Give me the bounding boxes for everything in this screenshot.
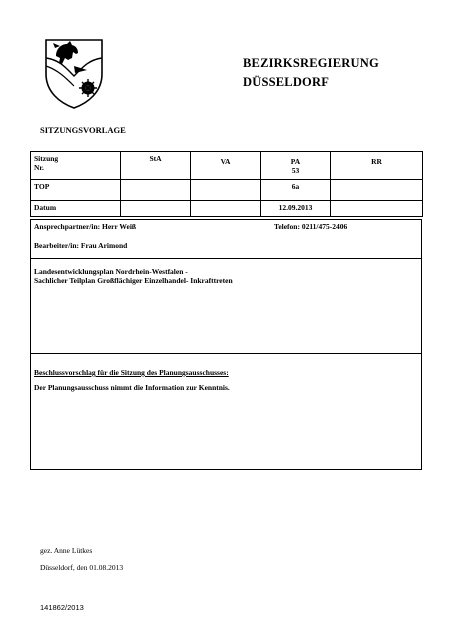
table-row <box>31 180 423 201</box>
signature: gez. Anne Lütkes <box>40 546 93 555</box>
empty-cell <box>191 201 261 217</box>
subject-box <box>30 258 422 354</box>
authority-line1: BEZIRKSREGIERUNG <box>243 56 379 70</box>
date-label: Datum <box>31 201 121 217</box>
session-label: Sitzung <box>34 154 59 163</box>
top-label: TOP <box>31 180 121 201</box>
sta-cell: StA <box>121 152 191 180</box>
resolution-box <box>30 353 422 470</box>
resolution-text: Der Planungsausschuss nimmt die Information zur Kenntnis. <box>34 383 230 392</box>
nrw-coat-of-arms-icon <box>42 36 106 110</box>
session-date: 12.09.2013 <box>261 201 331 217</box>
empty-cell <box>331 180 423 201</box>
empty-cell <box>121 201 191 217</box>
resolution-heading <box>31 368 421 377</box>
authority-name <box>243 54 379 92</box>
authority-line2: DÜSSELDORF <box>243 75 330 89</box>
resolution-heading-text: Beschlussvorschlag für die Sitzung des Planungsausschusses: <box>34 368 229 377</box>
empty-cell <box>121 180 191 201</box>
contact-box <box>30 219 422 259</box>
va-cell: VA <box>191 152 261 180</box>
contact-phone: Telefon: 0211/475-2406 <box>274 222 348 231</box>
pa-cell <box>261 152 331 180</box>
top-number: 6a <box>261 180 331 201</box>
table-row <box>31 152 423 180</box>
place-date: Düsseldorf, den 01.08.2013 <box>40 563 124 572</box>
editor: Bearbeiter/in: Frau Arimond <box>34 241 128 250</box>
pa-session-number: 53 <box>291 166 300 175</box>
pa-label: PA <box>290 157 301 166</box>
contact-person: Ansprechpartner/in: Herr Weiß <box>34 222 137 231</box>
empty-cell <box>331 201 423 217</box>
document-number: 141862/2013 <box>40 603 84 612</box>
subject-line2: Sachlicher Teilplan Großflächiger Einzelhandel- Inkrafttreten <box>34 276 233 285</box>
session-nr-label: Nr. <box>34 163 44 172</box>
session-table <box>30 151 423 217</box>
subject-line1: Landesentwicklungsplan Nordrhein-Westfalen - <box>34 267 188 276</box>
rr-cell: RR <box>331 152 423 180</box>
table-row <box>31 201 423 217</box>
document-type: SITZUNGSVORLAGE <box>40 125 126 135</box>
session-label-cell <box>31 152 121 180</box>
empty-cell <box>191 180 261 201</box>
